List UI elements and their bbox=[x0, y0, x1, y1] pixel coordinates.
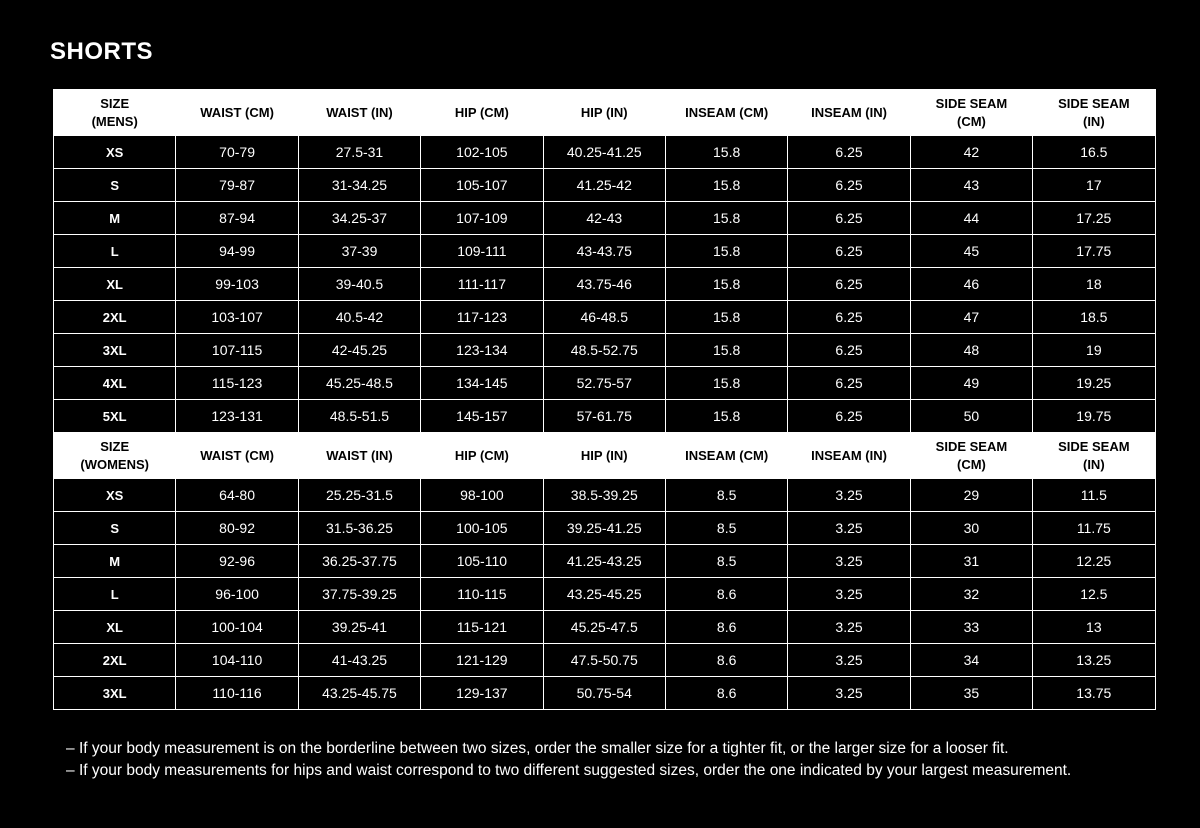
size-label-cell: M bbox=[54, 202, 176, 235]
measurement-cell: 39-40.5 bbox=[298, 268, 420, 301]
measurement-cell: 3.25 bbox=[788, 545, 910, 578]
table-row bbox=[54, 611, 1156, 644]
measurement-cell: 111-117 bbox=[421, 268, 543, 301]
measurement-cell: 47.5-50.75 bbox=[543, 644, 665, 677]
womens-header-row bbox=[54, 433, 1156, 479]
measurement-cell: 31 bbox=[910, 545, 1032, 578]
measurement-cell: 6.25 bbox=[788, 235, 910, 268]
measurement-cell: 29 bbox=[910, 479, 1032, 512]
table-row bbox=[54, 479, 1156, 512]
measurement-cell: 8.6 bbox=[665, 578, 787, 611]
measurement-cell: 15.8 bbox=[665, 400, 787, 433]
measurement-cell: 37-39 bbox=[298, 235, 420, 268]
measurement-cell: 100-104 bbox=[176, 611, 298, 644]
measurement-cell: 6.25 bbox=[788, 202, 910, 235]
measurement-cell: 41.25-42 bbox=[543, 169, 665, 202]
measurement-cell: 103-107 bbox=[176, 301, 298, 334]
measurement-cell: 117-123 bbox=[421, 301, 543, 334]
measurement-cell: 40.5-42 bbox=[298, 301, 420, 334]
measurement-cell: 57-61.75 bbox=[543, 400, 665, 433]
measurement-cell: 34 bbox=[910, 644, 1032, 677]
measurement-cell: 15.8 bbox=[665, 202, 787, 235]
measurement-cell: 3.25 bbox=[788, 479, 910, 512]
measurement-cell: 36.25-37.75 bbox=[298, 545, 420, 578]
fit-note bbox=[66, 760, 1166, 782]
measurement-cell: 42-43 bbox=[543, 202, 665, 235]
measurement-cell: 25.25-31.5 bbox=[298, 479, 420, 512]
note-dash: – bbox=[66, 762, 75, 779]
table-row bbox=[54, 301, 1156, 334]
size-chart-table bbox=[53, 89, 1156, 710]
measurement-cell: 50.75-54 bbox=[543, 677, 665, 710]
column-header: INSEAM (IN) bbox=[788, 433, 910, 479]
size-label-cell: S bbox=[54, 512, 176, 545]
measurement-cell: 8.6 bbox=[665, 644, 787, 677]
measurement-cell: 52.75-57 bbox=[543, 367, 665, 400]
measurement-cell: 48 bbox=[910, 334, 1032, 367]
table-row bbox=[54, 136, 1156, 169]
table-row bbox=[54, 578, 1156, 611]
measurement-cell: 64-80 bbox=[176, 479, 298, 512]
size-label-cell: 2XL bbox=[54, 301, 176, 334]
column-header: WAIST (IN) bbox=[298, 90, 420, 136]
measurement-cell: 3.25 bbox=[788, 578, 910, 611]
measurement-cell: 105-110 bbox=[421, 545, 543, 578]
measurement-cell: 79-87 bbox=[176, 169, 298, 202]
size-label-cell: 2XL bbox=[54, 644, 176, 677]
measurement-cell: 15.8 bbox=[665, 235, 787, 268]
column-header: WAIST (CM) bbox=[176, 90, 298, 136]
table-row bbox=[54, 400, 1156, 433]
measurement-cell: 13.75 bbox=[1033, 677, 1155, 710]
size-label-cell: 5XL bbox=[54, 400, 176, 433]
measurement-cell: 49 bbox=[910, 367, 1032, 400]
measurement-cell: 105-107 bbox=[421, 169, 543, 202]
table-row bbox=[54, 202, 1156, 235]
size-label-cell: 3XL bbox=[54, 334, 176, 367]
measurement-cell: 39.25-41.25 bbox=[543, 512, 665, 545]
measurement-cell: 19.75 bbox=[1033, 400, 1155, 433]
table-row bbox=[54, 512, 1156, 545]
column-header: SIDE SEAM (IN) bbox=[1033, 433, 1155, 479]
measurement-cell: 8.6 bbox=[665, 611, 787, 644]
measurement-cell: 47 bbox=[910, 301, 1032, 334]
measurement-cell: 43 bbox=[910, 169, 1032, 202]
measurement-cell: 8.6 bbox=[665, 677, 787, 710]
measurement-cell: 15.8 bbox=[665, 334, 787, 367]
measurement-cell: 19 bbox=[1033, 334, 1155, 367]
fit-note bbox=[66, 738, 1166, 760]
measurement-cell: 46-48.5 bbox=[543, 301, 665, 334]
column-header: SIDE SEAM (CM) bbox=[910, 433, 1032, 479]
measurement-cell: 50 bbox=[910, 400, 1032, 433]
size-label-cell: 3XL bbox=[54, 677, 176, 710]
measurement-cell: 18.5 bbox=[1033, 301, 1155, 334]
measurement-cell: 8.5 bbox=[665, 545, 787, 578]
column-header: WAIST (CM) bbox=[176, 433, 298, 479]
measurement-cell: 129-137 bbox=[421, 677, 543, 710]
measurement-cell: 107-115 bbox=[176, 334, 298, 367]
measurement-cell: 39.25-41 bbox=[298, 611, 420, 644]
mens-header-row bbox=[54, 90, 1156, 136]
measurement-cell: 17.25 bbox=[1033, 202, 1155, 235]
measurement-cell: 87-94 bbox=[176, 202, 298, 235]
column-header: HIP (IN) bbox=[543, 90, 665, 136]
measurement-cell: 70-79 bbox=[176, 136, 298, 169]
measurement-cell: 3.25 bbox=[788, 512, 910, 545]
measurement-cell: 31-34.25 bbox=[298, 169, 420, 202]
measurement-cell: 6.25 bbox=[788, 136, 910, 169]
column-header: SIZE (MENS) bbox=[54, 90, 176, 136]
table-row bbox=[54, 677, 1156, 710]
fit-note-text: If your body measurements for hips and waist correspond to two different suggested sizes, order the one indicated by your largest measurement. bbox=[79, 762, 1072, 779]
size-label-cell: XS bbox=[54, 479, 176, 512]
measurement-cell: 35 bbox=[910, 677, 1032, 710]
fit-note-text: If your body measurement is on the borderline between two sizes, order the smaller size for a tighter fit, or the larger size for a looser fit. bbox=[79, 740, 1009, 757]
measurement-cell: 19.25 bbox=[1033, 367, 1155, 400]
measurement-cell: 16.5 bbox=[1033, 136, 1155, 169]
measurement-cell: 18 bbox=[1033, 268, 1155, 301]
table-row bbox=[54, 367, 1156, 400]
measurement-cell: 6.25 bbox=[788, 169, 910, 202]
table-row bbox=[54, 545, 1156, 578]
table-row bbox=[54, 334, 1156, 367]
measurement-cell: 27.5-31 bbox=[298, 136, 420, 169]
column-header: INSEAM (CM) bbox=[665, 433, 787, 479]
measurement-cell: 100-105 bbox=[421, 512, 543, 545]
size-label-cell: L bbox=[54, 578, 176, 611]
measurement-cell: 15.8 bbox=[665, 367, 787, 400]
measurement-cell: 38.5-39.25 bbox=[543, 479, 665, 512]
table-row bbox=[54, 169, 1156, 202]
measurement-cell: 8.5 bbox=[665, 479, 787, 512]
measurement-cell: 104-110 bbox=[176, 644, 298, 677]
measurement-cell: 102-105 bbox=[421, 136, 543, 169]
measurement-cell: 123-134 bbox=[421, 334, 543, 367]
size-label-cell: XS bbox=[54, 136, 176, 169]
measurement-cell: 44 bbox=[910, 202, 1032, 235]
measurement-cell: 32 bbox=[910, 578, 1032, 611]
table-row bbox=[54, 235, 1156, 268]
measurement-cell: 34.25-37 bbox=[298, 202, 420, 235]
note-dash: – bbox=[66, 740, 75, 757]
column-header: HIP (CM) bbox=[421, 433, 543, 479]
measurement-cell: 13 bbox=[1033, 611, 1155, 644]
measurement-cell: 3.25 bbox=[788, 611, 910, 644]
measurement-cell: 80-92 bbox=[176, 512, 298, 545]
measurement-cell: 45.25-47.5 bbox=[543, 611, 665, 644]
measurement-cell: 41.25-43.25 bbox=[543, 545, 665, 578]
table-row bbox=[54, 644, 1156, 677]
measurement-cell: 30 bbox=[910, 512, 1032, 545]
measurement-cell: 15.8 bbox=[665, 136, 787, 169]
measurement-cell: 96-100 bbox=[176, 578, 298, 611]
measurement-cell: 41-43.25 bbox=[298, 644, 420, 677]
measurement-cell: 45.25-48.5 bbox=[298, 367, 420, 400]
measurement-cell: 6.25 bbox=[788, 301, 910, 334]
measurement-cell: 48.5-52.75 bbox=[543, 334, 665, 367]
measurement-cell: 43.25-45.25 bbox=[543, 578, 665, 611]
size-label-cell: L bbox=[54, 235, 176, 268]
measurement-cell: 109-111 bbox=[421, 235, 543, 268]
measurement-cell: 6.25 bbox=[788, 268, 910, 301]
measurement-cell: 15.8 bbox=[665, 301, 787, 334]
measurement-cell: 92-96 bbox=[176, 545, 298, 578]
measurement-cell: 115-123 bbox=[176, 367, 298, 400]
column-header: SIDE SEAM (IN) bbox=[1033, 90, 1155, 136]
measurement-cell: 107-109 bbox=[421, 202, 543, 235]
column-header: SIDE SEAM (CM) bbox=[910, 90, 1032, 136]
measurement-cell: 6.25 bbox=[788, 334, 910, 367]
measurement-cell: 3.25 bbox=[788, 644, 910, 677]
column-header: INSEAM (CM) bbox=[665, 90, 787, 136]
measurement-cell: 115-121 bbox=[421, 611, 543, 644]
measurement-cell: 33 bbox=[910, 611, 1032, 644]
measurement-cell: 11.75 bbox=[1033, 512, 1155, 545]
measurement-cell: 99-103 bbox=[176, 268, 298, 301]
measurement-cell: 45 bbox=[910, 235, 1032, 268]
measurement-cell: 42-45.25 bbox=[298, 334, 420, 367]
measurement-cell: 94-99 bbox=[176, 235, 298, 268]
measurement-cell: 46 bbox=[910, 268, 1032, 301]
measurement-cell: 12.5 bbox=[1033, 578, 1155, 611]
measurement-cell: 48.5-51.5 bbox=[298, 400, 420, 433]
measurement-cell: 6.25 bbox=[788, 367, 910, 400]
column-header: SIZE (WOMENS) bbox=[54, 433, 176, 479]
measurement-cell: 43.75-46 bbox=[543, 268, 665, 301]
measurement-cell: 40.25-41.25 bbox=[543, 136, 665, 169]
measurement-cell: 98-100 bbox=[421, 479, 543, 512]
measurement-cell: 121-129 bbox=[421, 644, 543, 677]
measurement-cell: 17 bbox=[1033, 169, 1155, 202]
size-label-cell: 4XL bbox=[54, 367, 176, 400]
measurement-cell: 15.8 bbox=[665, 169, 787, 202]
measurement-cell: 11.5 bbox=[1033, 479, 1155, 512]
fit-notes bbox=[66, 738, 1166, 782]
measurement-cell: 123-131 bbox=[176, 400, 298, 433]
measurement-cell: 134-145 bbox=[421, 367, 543, 400]
column-header: HIP (IN) bbox=[543, 433, 665, 479]
page-title: SHORTS bbox=[50, 38, 154, 65]
measurement-cell: 42 bbox=[910, 136, 1032, 169]
measurement-cell: 13.25 bbox=[1033, 644, 1155, 677]
measurement-cell: 37.75-39.25 bbox=[298, 578, 420, 611]
size-label-cell: S bbox=[54, 169, 176, 202]
measurement-cell: 43-43.75 bbox=[543, 235, 665, 268]
size-label-cell: XL bbox=[54, 268, 176, 301]
measurement-cell: 145-157 bbox=[421, 400, 543, 433]
measurement-cell: 110-115 bbox=[421, 578, 543, 611]
size-label-cell: XL bbox=[54, 611, 176, 644]
measurement-cell: 15.8 bbox=[665, 268, 787, 301]
measurement-cell: 31.5-36.25 bbox=[298, 512, 420, 545]
column-header: INSEAM (IN) bbox=[788, 90, 910, 136]
measurement-cell: 3.25 bbox=[788, 677, 910, 710]
measurement-cell: 8.5 bbox=[665, 512, 787, 545]
size-chart-body bbox=[54, 90, 1156, 710]
column-header: WAIST (IN) bbox=[298, 433, 420, 479]
measurement-cell: 12.25 bbox=[1033, 545, 1155, 578]
column-header: HIP (CM) bbox=[421, 90, 543, 136]
size-label-cell: M bbox=[54, 545, 176, 578]
measurement-cell: 6.25 bbox=[788, 400, 910, 433]
measurement-cell: 17.75 bbox=[1033, 235, 1155, 268]
table-row bbox=[54, 268, 1156, 301]
measurement-cell: 43.25-45.75 bbox=[298, 677, 420, 710]
measurement-cell: 110-116 bbox=[176, 677, 298, 710]
